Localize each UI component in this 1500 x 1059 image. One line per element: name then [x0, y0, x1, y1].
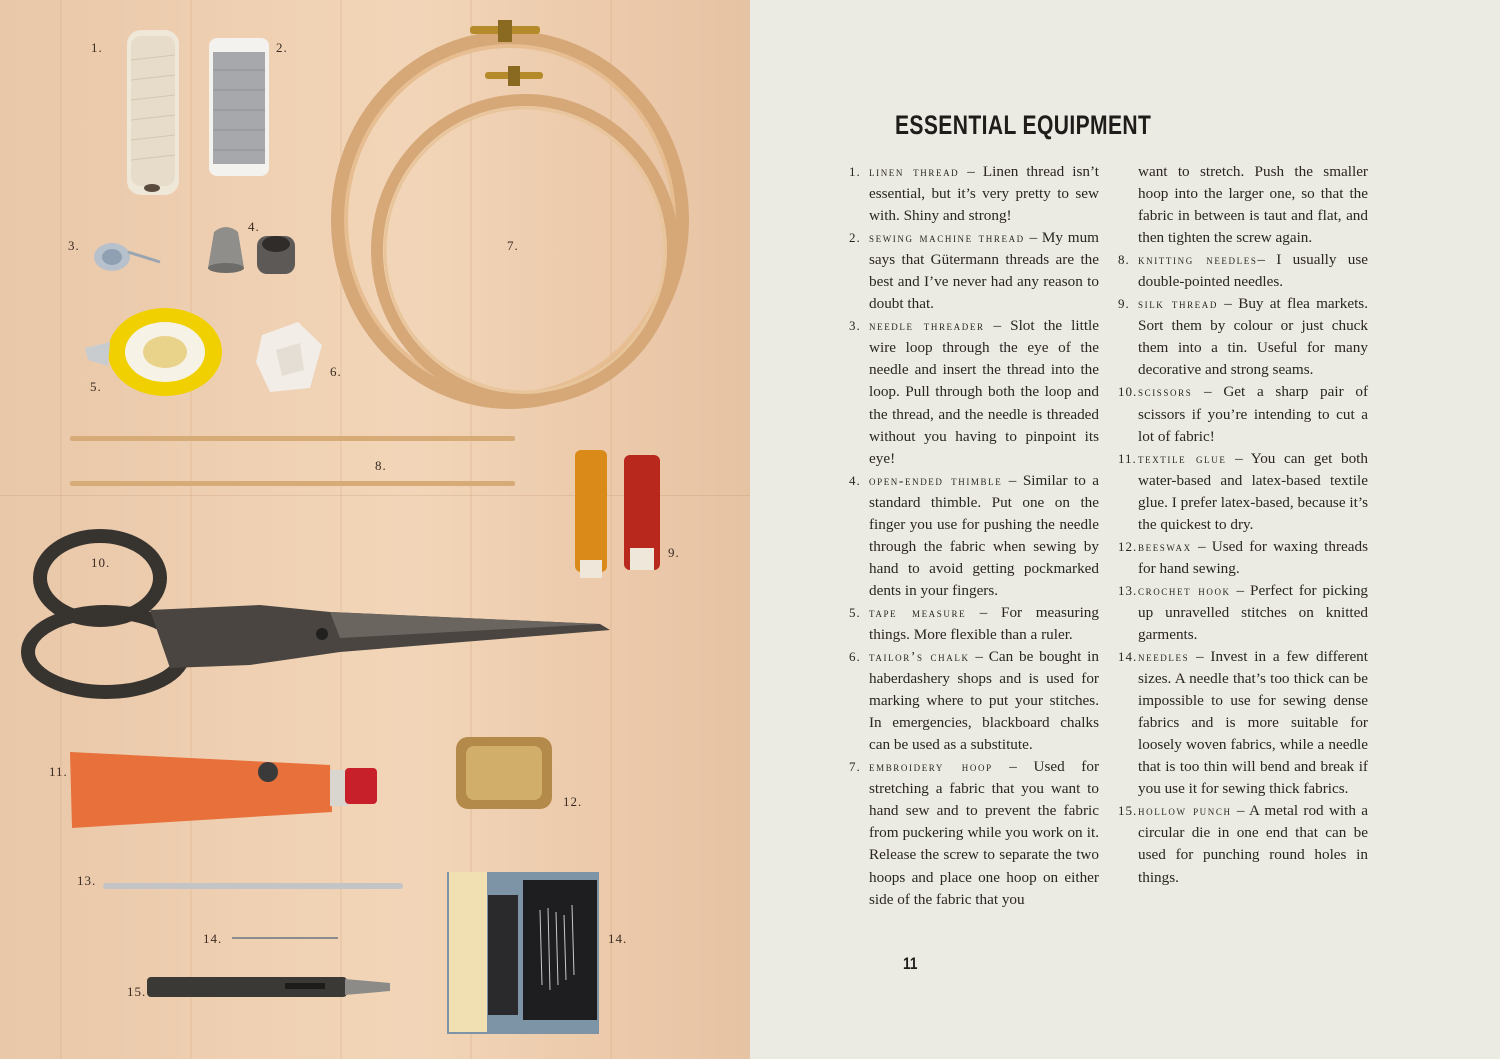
entry-term: linen thread	[869, 164, 960, 179]
entry-needles	[1118, 646, 1368, 800]
page-title: ESSENTIAL EQUIPMENT	[895, 110, 1152, 140]
entry-text: –	[1231, 802, 1249, 820]
entry-text: Get a sharp pair of scissors if you’re intending to cut a lot of fabric!	[1138, 383, 1368, 445]
entry-text: My mum says that Gütermann threads are the best and I’ve never had any reason to doubt that.	[869, 229, 1099, 313]
entry-term: knitting needles	[1138, 252, 1258, 268]
entry-text: Linen thread isn’t essential, but it’s very pretty to sew with. Shiny and strong!	[869, 163, 1099, 225]
entry-knitting-needles	[1118, 249, 1368, 293]
entry-text: –	[1189, 648, 1211, 666]
entry-tailors-chalk	[849, 646, 1099, 756]
entry-number: 1.	[849, 164, 861, 179]
photo-label-1: 1.	[91, 40, 103, 55]
entry-text: Invest in a few different sizes. A needle that’s too thick can be impossible to use for sewing dense fabrics and is more suitable for loosely woven fabrics, while a needle that is too thin will bend and break if you use it for sewing thick fabrics.	[1138, 648, 1369, 798]
open-thimble	[257, 236, 295, 274]
entry-term: tape measure	[869, 604, 967, 620]
entry-sewing-machine-thread	[849, 227, 1099, 315]
needle-threader	[94, 243, 160, 271]
entry-text: Perfect for picking up unravelled stitches on knitted garments.	[1138, 581, 1369, 643]
hollow-punch	[147, 977, 390, 997]
entry-number: 11.	[1118, 450, 1137, 466]
entry-number: 8.	[1118, 252, 1130, 268]
text-column-left	[849, 161, 1099, 911]
entry-text: –	[1217, 295, 1239, 313]
tape-measure	[85, 308, 222, 396]
entry-number: 4.	[849, 472, 861, 488]
photo-label-14a: 14.	[203, 931, 223, 946]
photo-label-13: 13.	[77, 873, 97, 888]
entry-silk-thread	[1118, 293, 1368, 381]
beeswax-block	[456, 737, 552, 809]
entry-text: –	[984, 317, 1011, 335]
photo-label-8: 8.	[375, 458, 387, 473]
embroidery-hoop	[338, 38, 682, 402]
photo-label-5: 5.	[90, 379, 102, 394]
entry-number: 13.	[1118, 582, 1138, 598]
entry-text: For measuring things. More flexible than a ruler.	[869, 603, 1099, 643]
entry-scissors	[1118, 381, 1368, 447]
entry-text: –	[1002, 471, 1023, 489]
photo-label-14b: 14.	[608, 931, 628, 946]
photo-label-7: 7.	[507, 238, 519, 253]
entry-text: –	[1191, 537, 1212, 555]
entry-text: A metal rod with a circular die in one end that can be used for punching round holes in things.	[1138, 802, 1368, 886]
hoop-screw	[470, 20, 543, 86]
entry-term: scissors	[1138, 384, 1193, 400]
entry-term: embroidery hoop	[869, 759, 993, 775]
entry-number: 5.	[849, 604, 861, 620]
entry-text: You can get both water-based and latex-based textile glue. I prefer latex-based, because it’s the quickest to dry.	[1138, 449, 1368, 533]
entry-textile-glue	[1118, 448, 1368, 536]
entry-text: –	[1024, 229, 1042, 247]
entry-text: Used for waxing threads for hand sewing.	[1138, 537, 1368, 577]
photo-label-10: 10.	[91, 555, 111, 570]
photo-label-4: 4.	[248, 219, 260, 234]
text-column-right	[1118, 161, 1368, 889]
entry-needle-threader	[849, 315, 1099, 469]
page-number: 11	[903, 954, 918, 973]
photo-label-9: 9.	[668, 545, 680, 560]
entry-term: open-ended thimble	[869, 472, 1003, 488]
photo-label-3: 3.	[68, 238, 80, 253]
photo-label-11: 11.	[49, 764, 68, 779]
linen-thread-spool	[127, 30, 179, 195]
entry-number: 12.	[1118, 538, 1138, 554]
entry-text: Similar to a standard thimble. Put one on the finger you use for pushing the needle through the fabric when sewing by hand to avoid getting pockmarked dents in your fingers.	[869, 471, 1099, 599]
entry-tape-measure	[849, 602, 1099, 646]
entry-hollow-punch	[1118, 800, 1368, 888]
entry-term: silk thread	[1138, 296, 1218, 312]
entry-number: 3.	[849, 318, 861, 334]
entry-text: –	[992, 758, 1034, 776]
entry-text: –	[1192, 383, 1224, 401]
entry-embroidery-hoop-continued: want to stretch. Push the smaller hoop into the larger one, so that the fabric in between is taut and flat, and then tighten the screw again.	[1138, 163, 1368, 247]
entry-number: 2.	[849, 230, 861, 246]
entry-number: 7.	[849, 759, 861, 775]
needle-packet	[447, 872, 599, 1034]
entry-embroidery-hoop	[849, 756, 1099, 910]
entry-text: I usually use double-pointed needles.	[1138, 251, 1368, 291]
entry-number: 15.	[1118, 803, 1138, 819]
scissors	[28, 536, 610, 692]
entry-term: beeswax	[1138, 538, 1192, 554]
red-silk-thread	[624, 455, 660, 570]
entry-text: –	[1257, 251, 1277, 269]
photo-label-6: 6.	[330, 364, 342, 379]
entry-term: needles	[1138, 649, 1190, 665]
crochet-hook	[103, 883, 403, 889]
entry-number: 14.	[1118, 649, 1138, 665]
entry-term: textile glue	[1138, 450, 1227, 466]
entry-beeswax	[1118, 536, 1368, 580]
entry-linen-thread	[849, 161, 1099, 227]
grey-thread-spool	[209, 38, 269, 176]
textile-glue-tube	[70, 752, 377, 828]
entry-number: 10.	[1118, 384, 1138, 400]
knitting-needles	[70, 436, 515, 486]
entry-text: –	[1226, 449, 1251, 467]
entry-term: needle threader	[869, 318, 985, 334]
entry-text: –	[969, 648, 989, 666]
entry-text: Used for stretching a fabric that you want to hand sew and to prevent the fabric from puckering while you work on it. Release the screw to separate the two hoops and place one hoop on either side of the fabric that you	[869, 758, 1100, 908]
entry-text: –	[966, 603, 1002, 621]
entry-term: tailor’s chalk	[869, 649, 970, 665]
entry-text: –	[1230, 581, 1250, 599]
photo-label-2: 2.	[276, 40, 288, 55]
photo-label-15: 15.	[127, 984, 147, 999]
entry-term: sewing machine thread	[869, 230, 1025, 246]
entry-text: Buy at flea markets. Sort them by colour or just chuck them into a tin. Useful for many decorative and strong seams.	[1138, 295, 1368, 379]
entry-number: 9.	[1118, 296, 1130, 312]
entry-term: hollow punch	[1138, 803, 1232, 819]
entry-number: 6.	[849, 649, 861, 665]
entry-text: Slot the little wire loop through the eye of the needle and insert the thread into the loop. Pull through both the loop and the thread, and the needle is threaded without you having to pinpoint its eye!	[869, 317, 1099, 467]
entry-crochet-hook	[1118, 580, 1368, 646]
entry-term: crochet hook	[1138, 582, 1231, 598]
entry-text: Can be bought in haberdashery shops and is used for marking where to put your stitches. In emergencies, blackboard chalks can be used as a substitute.	[869, 648, 1099, 754]
entry-open-ended-thimble	[849, 470, 1099, 602]
tailors-chalk	[256, 322, 322, 392]
entry-text: –	[959, 163, 983, 180]
photo-label-12: 12.	[563, 794, 583, 809]
orange-silk-thread	[575, 450, 607, 578]
thimble	[208, 227, 244, 273]
